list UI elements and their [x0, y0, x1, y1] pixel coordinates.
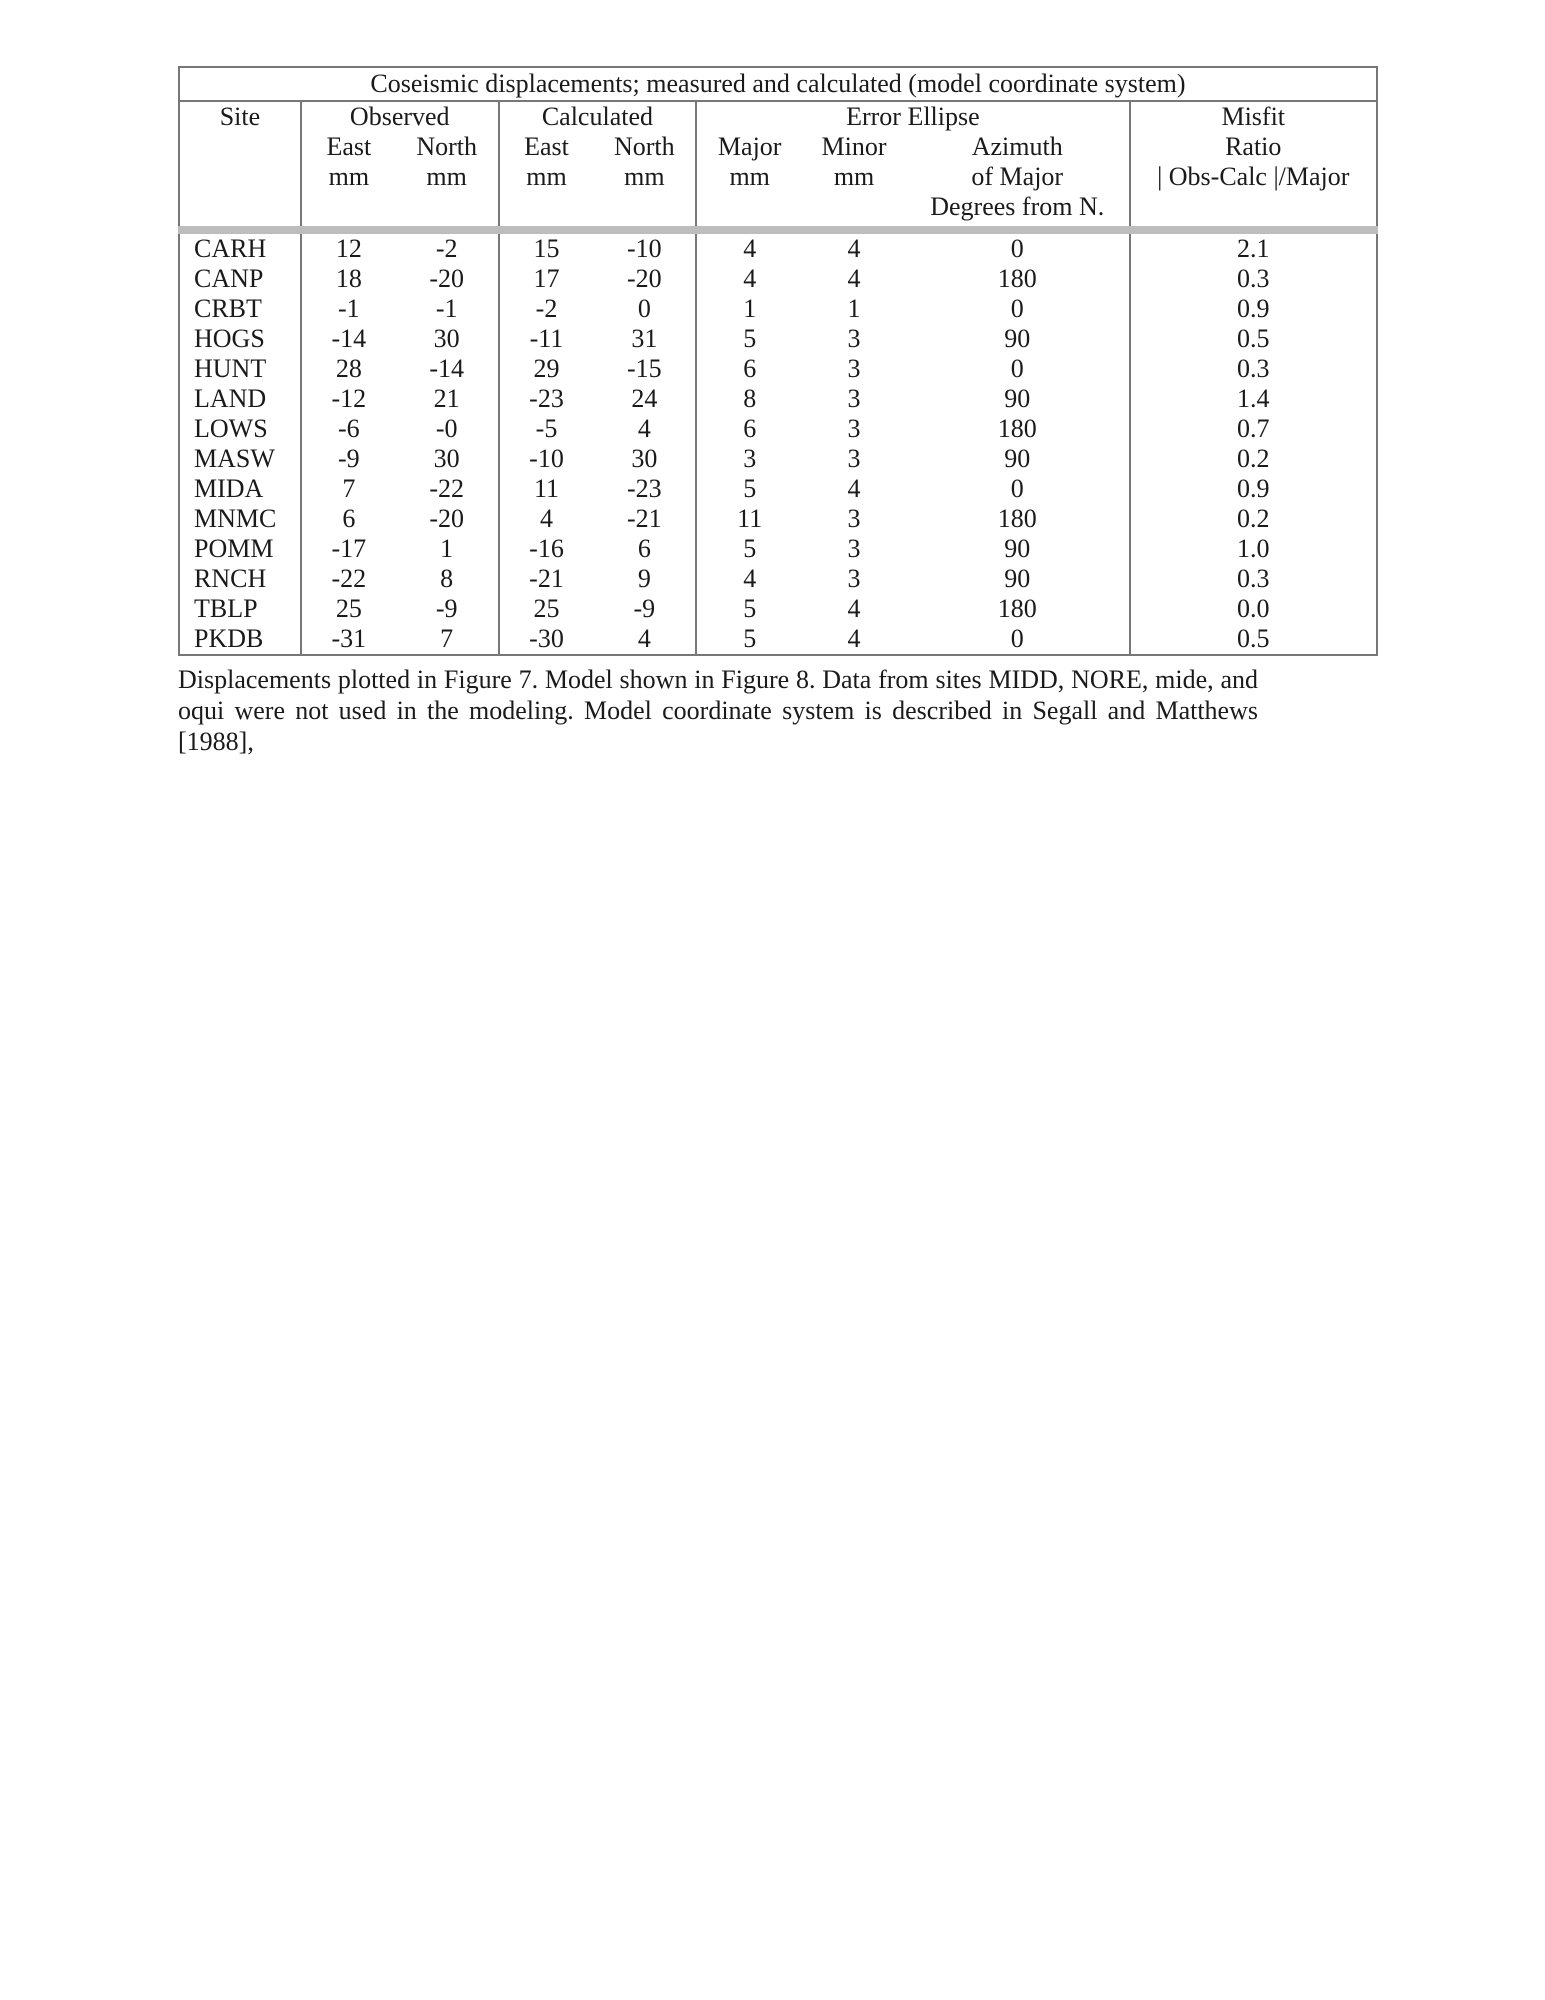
major-cell: 8 — [743, 384, 757, 413]
table-row — [179, 230, 1377, 264]
observed-north-cell: -9 — [396, 594, 499, 624]
table-row — [179, 624, 1377, 655]
observed-east-cell: 28 — [335, 354, 362, 383]
minor-cell: 3 — [847, 534, 861, 563]
misfit-ratio-cell: 0.3 — [1130, 264, 1378, 294]
azimuth-cell: 180 — [906, 594, 1130, 624]
site-cell: CRBT — [179, 294, 301, 324]
table-row — [179, 324, 1377, 354]
calculated-north-cell: -10 — [593, 230, 696, 264]
header-spacer — [396, 222, 499, 230]
azimuth-cell: 0 — [906, 230, 1130, 264]
site-cell: CARH — [179, 230, 301, 264]
azimuth-cell: 0 — [906, 624, 1130, 655]
observed-north-cell: 1 — [396, 534, 499, 564]
site-cell: TBLP — [179, 594, 301, 624]
misfit-ratio-cell: 0.0 — [1130, 594, 1378, 624]
calculated-east-cell: -11 — [529, 324, 564, 353]
table-row — [179, 444, 1377, 474]
calculated-east-cell: -30 — [499, 624, 594, 655]
minor-cell: 4 — [847, 264, 861, 293]
calculated-north-cell: 4 — [593, 624, 696, 655]
major-cell: 4 — [743, 264, 757, 293]
site-header-blank — [179, 192, 301, 222]
observed-header: Observed — [301, 101, 499, 132]
major-cell: 1 — [743, 294, 757, 323]
site-cell: POMM — [179, 534, 301, 564]
misfit-ratio-cell: 0.9 — [1130, 474, 1378, 504]
major-cell: 6 — [743, 414, 757, 443]
calculated-east-cell: 17 — [533, 264, 560, 293]
minor-cell: 1 — [847, 294, 861, 323]
calculated-east-cell: -21 — [529, 564, 564, 593]
azimuth-cell: 0 — [906, 294, 1130, 324]
azimuth-cell: 90 — [906, 384, 1130, 414]
observed-east-unit: mm — [328, 162, 370, 191]
misfit-ratio-cell: 0.5 — [1130, 624, 1378, 655]
page-content — [178, 66, 1378, 783]
table-row — [179, 264, 1377, 294]
azimuth-cell: 90 — [906, 324, 1130, 354]
major-cell: 4 — [743, 234, 757, 263]
observed-north-cell: 7 — [396, 624, 499, 655]
site-cell: HOGS — [179, 324, 301, 354]
minor-cell: 4 — [847, 594, 861, 623]
observed-north-header: North — [396, 132, 499, 162]
header-spacer — [499, 222, 594, 230]
minor-cell: 4 — [847, 234, 861, 263]
calculated-header: Calculated — [499, 101, 697, 132]
minor-cell: 3 — [847, 414, 861, 443]
misfit-ratio-cell: 0.3 — [1130, 564, 1378, 594]
major-cell: 6 — [743, 354, 757, 383]
azimuth-cell: 90 — [906, 444, 1130, 474]
azimuth-of-major: of Major — [906, 162, 1130, 192]
misfit-ratio-cell: 0.2 — [1130, 444, 1378, 474]
site-header-blank — [179, 162, 301, 192]
calculated-east-cell: 25 — [533, 594, 560, 623]
calculated-east-cell: 29 — [533, 354, 560, 383]
calculated-east-cell: 4 — [539, 504, 553, 533]
major-cell: 5 — [696, 624, 802, 655]
header-spacer — [179, 222, 301, 230]
misfit-ratio-cell: 0.3 — [1130, 354, 1378, 384]
header-spacer — [802, 222, 906, 230]
table-footnote: Displacements plotted in Figure 7. Model shown in Figure 8. Data from sites MIDD, NORE, mide, and oqui were not used in the modeling. Model coordinate system is described in Segall and Matthews [1988], — [178, 665, 1258, 756]
azimuth-cell: 180 — [906, 264, 1130, 294]
table-row — [179, 474, 1377, 504]
misfit-ratio-cell: 0.2 — [1130, 504, 1378, 534]
header-blank — [301, 192, 396, 222]
table-row — [179, 414, 1377, 444]
observed-east-cell: -31 — [301, 624, 396, 655]
calculated-north-cell: 0 — [593, 294, 696, 324]
major-cell: 11 — [737, 504, 763, 533]
site-header: Site — [179, 101, 301, 132]
azimuth-header: Azimuth — [906, 132, 1130, 162]
azimuth-cell: 180 — [906, 504, 1130, 534]
calculated-east-cell: -23 — [529, 384, 564, 413]
calculated-north-cell: -20 — [593, 264, 696, 294]
observed-north-cell: -20 — [396, 504, 499, 534]
table-row — [179, 354, 1377, 384]
calculated-north-cell: 31 — [593, 324, 696, 354]
header-spacer — [301, 222, 396, 230]
calculated-north-unit: mm — [593, 162, 696, 192]
major-cell: 5 — [743, 474, 757, 503]
calculated-north-cell: 6 — [593, 534, 696, 564]
table-body — [179, 230, 1377, 655]
azimuth-cell: 90 — [906, 564, 1130, 594]
observed-east-cell: -17 — [331, 534, 367, 563]
error-ellipse-header: Error Ellipse — [696, 101, 1129, 132]
header-spacer — [1130, 222, 1378, 230]
header-spacer — [906, 222, 1130, 230]
site-cell: CANP — [179, 264, 301, 294]
header-spacer — [593, 222, 696, 230]
observed-east-header: East — [326, 132, 372, 161]
major-cell: 5 — [743, 534, 757, 563]
ratio-header: Ratio — [1130, 132, 1378, 162]
azimuth-degrees: Degrees from N. — [906, 192, 1130, 222]
calculated-north-cell: -21 — [593, 504, 696, 534]
observed-north-cell: -2 — [396, 230, 499, 264]
calculated-east-unit: mm — [526, 162, 567, 191]
misfit-ratio-cell: 1.0 — [1130, 534, 1378, 564]
calculated-east-cell: -10 — [529, 444, 564, 473]
observed-east-cell: -9 — [337, 444, 360, 473]
header-blank — [802, 192, 906, 222]
observed-north-unit: mm — [396, 162, 499, 192]
observed-north-cell: -14 — [396, 354, 499, 384]
table-row — [179, 594, 1377, 624]
misfit-ratio-cell: 0.7 — [1130, 414, 1378, 444]
observed-east-cell: 7 — [342, 474, 356, 503]
site-cell: MNMC — [179, 504, 301, 534]
header-blank — [1130, 192, 1378, 222]
observed-north-cell: -0 — [396, 414, 499, 444]
major-unit: mm — [729, 162, 770, 191]
table-row — [179, 564, 1377, 594]
calculated-east-cell: 11 — [533, 474, 560, 503]
header-blank — [593, 192, 696, 222]
calculated-north-cell: -9 — [593, 594, 696, 624]
calculated-east-cell: 15 — [533, 234, 560, 263]
calculated-north-cell: 24 — [593, 384, 696, 414]
misfit-ratio-cell: 2.1 — [1130, 230, 1378, 264]
observed-east-cell: 25 — [335, 594, 362, 623]
observed-east-cell: 18 — [335, 264, 362, 293]
header-spacer — [696, 222, 802, 230]
major-cell: 3 — [743, 444, 757, 473]
observed-east-cell: 12 — [335, 234, 362, 263]
observed-east-cell: 6 — [342, 504, 356, 533]
minor-unit: mm — [833, 162, 875, 191]
site-cell: LAND — [179, 384, 301, 414]
major-cell: 5 — [743, 594, 757, 623]
misfit-formula: | Obs-Calc |/Major — [1130, 162, 1378, 192]
site-cell: MIDA — [179, 474, 301, 504]
observed-north-cell: -1 — [396, 294, 499, 324]
minor-cell: 3 — [847, 504, 861, 533]
table-caption: Coseismic displacements; measured and calculated (model coordinate system) — [179, 67, 1377, 101]
misfit-ratio-cell: 0.5 — [1130, 324, 1378, 354]
table-row — [179, 294, 1377, 324]
misfit-ratio-cell: 1.4 — [1130, 384, 1378, 414]
site-header-blank — [179, 132, 301, 162]
misfit-header: Misfit — [1130, 101, 1378, 132]
observed-east-cell: -12 — [331, 384, 367, 413]
calculated-east-cell: -16 — [529, 534, 564, 563]
minor-cell: 3 — [847, 354, 861, 383]
azimuth-cell: 0 — [906, 354, 1130, 384]
azimuth-cell: 90 — [906, 534, 1130, 564]
calculated-east-cell: -5 — [535, 414, 558, 443]
calculated-north-cell: -23 — [593, 474, 696, 504]
displacement-table — [178, 66, 1378, 656]
observed-north-cell: 8 — [396, 564, 499, 594]
calculated-north-cell: 9 — [593, 564, 696, 594]
observed-north-cell: 21 — [396, 384, 499, 414]
header-blank — [499, 192, 594, 222]
observed-north-cell: 30 — [396, 444, 499, 474]
table-row — [179, 534, 1377, 564]
observed-north-cell: -20 — [396, 264, 499, 294]
site-cell: LOWS — [179, 414, 301, 444]
observed-east-cell: -1 — [337, 294, 360, 323]
site-cell: MASW — [179, 444, 301, 474]
calculated-north-cell: -15 — [593, 354, 696, 384]
major-header: Major — [717, 132, 782, 161]
calculated-east-header: East — [524, 132, 569, 161]
major-cell: 5 — [743, 324, 757, 353]
azimuth-cell: 0 — [906, 474, 1130, 504]
minor-cell: 3 — [847, 324, 861, 353]
observed-north-cell: -22 — [396, 474, 499, 504]
observed-east-cell: -6 — [337, 414, 360, 443]
minor-cell: 3 — [847, 564, 861, 593]
azimuth-cell: 180 — [906, 414, 1130, 444]
calculated-north-cell: 4 — [593, 414, 696, 444]
observed-east-cell: -22 — [331, 564, 367, 593]
calculated-north-cell: 30 — [593, 444, 696, 474]
minor-cell: 3 — [847, 444, 861, 473]
minor-cell: 4 — [802, 624, 906, 655]
minor-header: Minor — [821, 132, 887, 161]
minor-cell: 3 — [847, 384, 861, 413]
minor-cell: 4 — [847, 474, 861, 503]
observed-east-cell: -14 — [331, 324, 367, 353]
table-row — [179, 504, 1377, 534]
table-row — [179, 384, 1377, 414]
site-cell: PKDB — [179, 624, 301, 655]
major-cell: 4 — [743, 564, 757, 593]
header-blank — [396, 192, 499, 222]
site-cell: RNCH — [179, 564, 301, 594]
site-cell: HUNT — [179, 354, 301, 384]
calculated-east-cell: -2 — [535, 294, 558, 323]
misfit-ratio-cell: 0.9 — [1130, 294, 1378, 324]
header-blank — [696, 192, 802, 222]
calculated-north-header: North — [593, 132, 696, 162]
observed-north-cell: 30 — [396, 324, 499, 354]
